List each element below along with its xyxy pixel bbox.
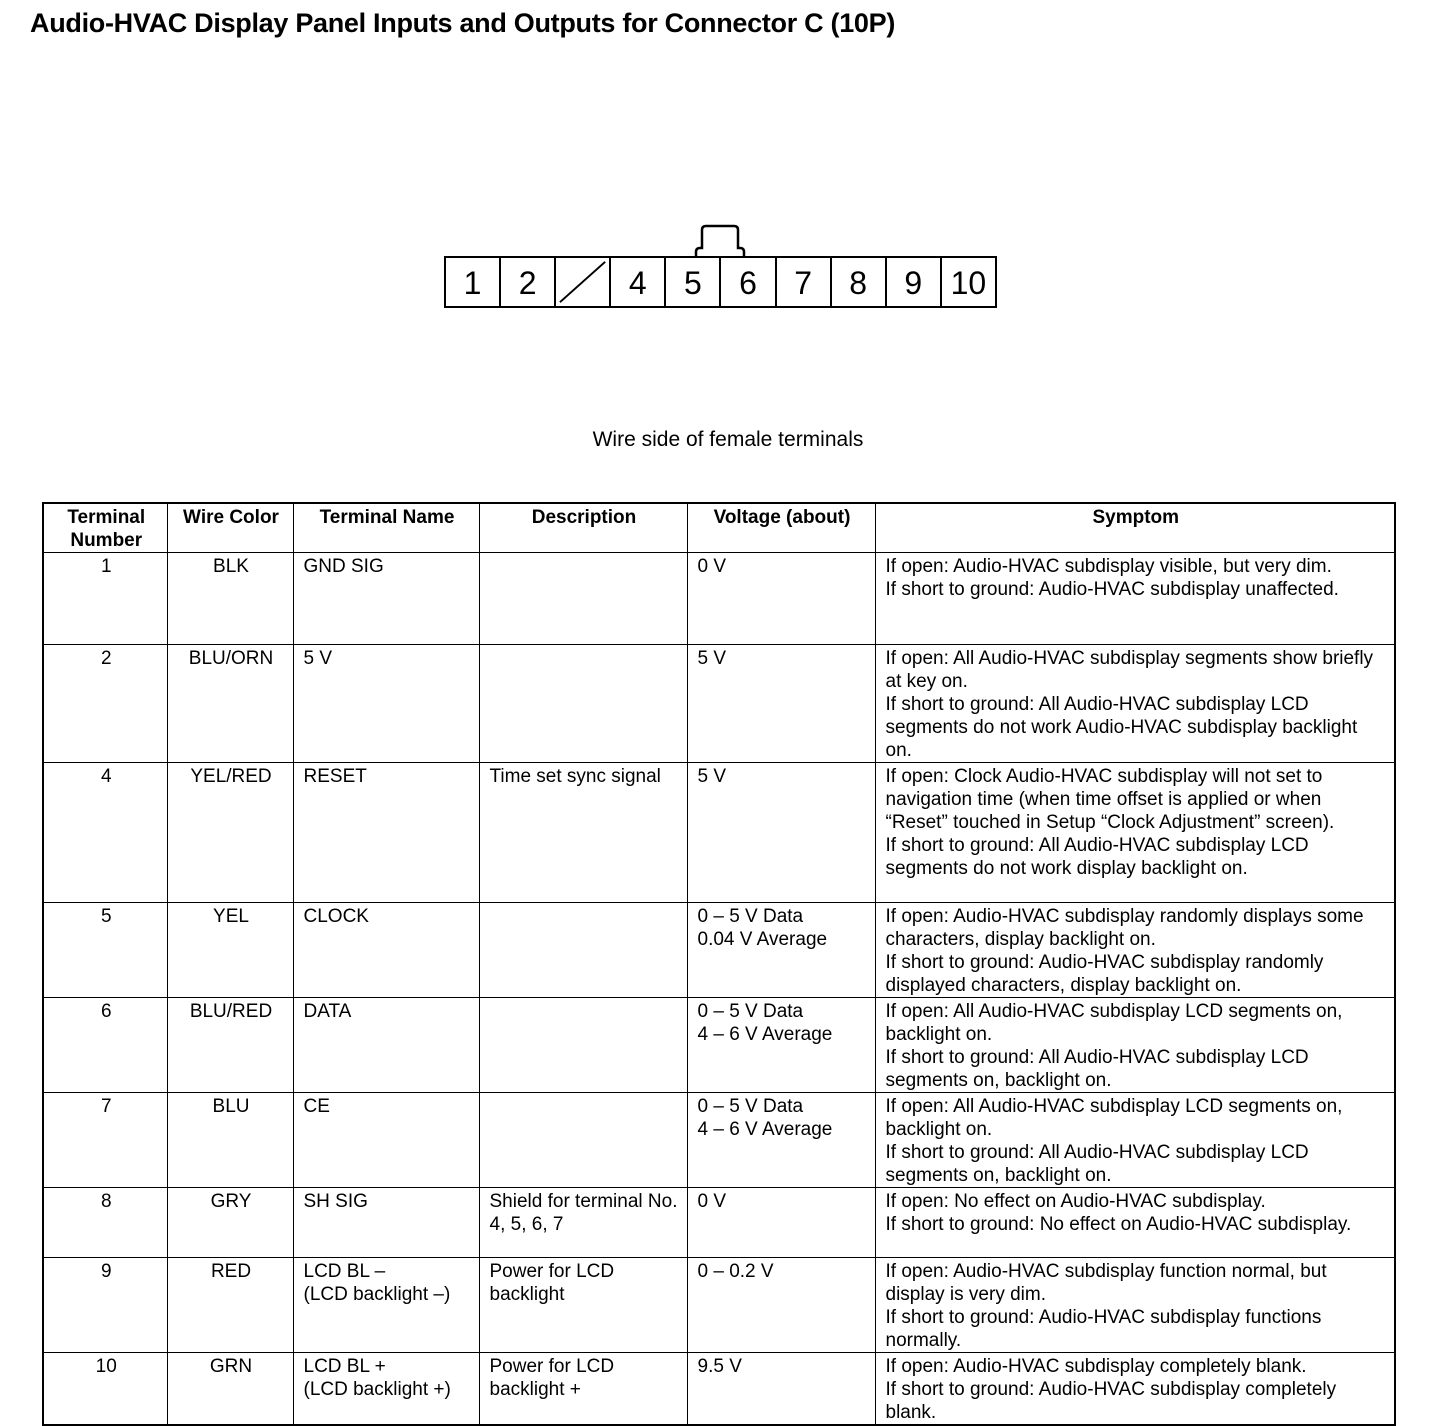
cell-voltage [687,1188,875,1258]
cell-wire-color: BLU/RED [167,998,293,1093]
cell-terminal-name [293,1353,479,1426]
page-title: Audio-HVAC Display Panel Inputs and Outputs for Connector C (10P) [30,8,896,38]
cell-description [479,1188,687,1258]
cell-terminal-number: 5 [43,903,167,998]
cell-symptom [875,998,1395,1093]
cell-wire-color: YEL [167,903,293,998]
cell-voltage-line: 5 V [697,648,727,669]
cell-symptom [875,763,1395,903]
cell-terminal-number: 4 [43,763,167,903]
cell-terminal-name [293,763,479,903]
cell-terminal-number: 8 [43,1188,167,1258]
cell-symptom-line: If short to ground: Audio-HVAC subdisplay unaffected. [885,579,1339,600]
cell-terminal-name-line: RESET [303,766,367,787]
connector-diagram [444,256,997,308]
cell-voltage [687,1258,875,1353]
cell-terminal-number: 9 [43,1258,167,1353]
connector-pin: 10 [940,258,995,306]
cell-symptom-line: If open: Clock Audio-HVAC subdisplay will not set to navigation time (when time offset is applied or when “Reset” touched in Setup “Clock Adjustment” screen). [885,766,1335,833]
connector-pin: 6 [719,258,774,306]
cell-description [479,903,687,998]
cell-symptom [875,1258,1395,1353]
cell-terminal-name-line: CE [303,1096,330,1117]
cell-description-line: Power for LCD backlight [489,1261,615,1305]
cell-symptom-line: If short to ground: Audio-HVAC subdisplay randomly displayed characters, display backlight on. [885,952,1324,996]
connector-pin-unused [554,258,609,306]
cell-terminal-name-line: LCD BL + [303,1356,386,1377]
header-voltage: Voltage (about) [687,503,875,553]
cell-voltage [687,553,875,645]
table-row [43,998,1395,1093]
table-row [43,1353,1395,1426]
cell-terminal-name-line: CLOCK [303,906,369,927]
connector-pin: 1 [463,265,482,301]
cell-description [479,1258,687,1353]
cell-terminal-name-line: DATA [303,1001,352,1022]
cell-terminal-name-line: (LCD backlight –) [303,1284,451,1305]
cell-symptom-line: If open: All Audio-HVAC subdisplay LCD segments on, backlight on. [885,1001,1343,1045]
cell-terminal-name [293,903,479,998]
cell-symptom-line: If short to ground: No effect on Audio-HVAC subdisplay. [885,1214,1352,1235]
cell-symptom-line: If open: Audio-HVAC subdisplay randomly displays some characters, display backlight on. [885,906,1364,950]
connector-pin: 7 [775,258,830,306]
connector-pin: 9 [885,258,940,306]
cell-wire-color: GRN [167,1353,293,1426]
cell-symptom [875,1093,1395,1188]
table-row [43,553,1395,645]
cell-voltage [687,645,875,763]
connector-latch [694,224,746,258]
header-terminal-name: Terminal Name [293,503,479,553]
table-row [43,1188,1395,1258]
cell-wire-color: BLU [167,1093,293,1188]
cell-voltage-line: 0.04 V Average [697,929,828,950]
cell-symptom-line: If short to ground: Audio-HVAC subdisplay completely blank. [885,1379,1337,1423]
cell-voltage-line: 0 – 0.2 V [697,1261,774,1282]
cell-terminal-name-line: 5 V [303,648,333,669]
cell-voltage-line: 9.5 V [697,1356,742,1377]
table-row [43,903,1395,998]
cell-symptom-line: If open: Audio-HVAC subdisplay completely blank. [885,1356,1307,1377]
cell-symptom-line: If short to ground: All Audio-HVAC subdisplay LCD segments do not work display backlight on. [885,835,1309,879]
cell-wire-color: RED [167,1258,293,1353]
cell-symptom-line: If open: No effect on Audio-HVAC subdisplay. [885,1191,1266,1212]
cell-description [479,553,687,645]
cell-wire-color: GRY [167,1188,293,1258]
cell-voltage-line: 0 – 5 V Data [697,906,804,927]
cell-voltage [687,763,875,903]
cell-voltage-line: 0 – 5 V Data [697,1001,804,1022]
cell-voltage [687,1353,875,1426]
cell-symptom [875,1188,1395,1258]
cell-terminal-name-line: LCD BL – [303,1261,386,1282]
cell-symptom-line: If short to ground: Audio-HVAC subdisplay functions normally. [885,1307,1322,1351]
cell-description [479,1353,687,1426]
cell-voltage-line: 0 V [697,1191,727,1212]
cell-voltage [687,998,875,1093]
cell-voltage [687,1093,875,1188]
cell-wire-color: BLK [167,553,293,645]
table-row [43,1258,1395,1353]
cell-description [479,645,687,763]
cell-description [479,998,687,1093]
cell-terminal-name-line: (LCD backlight +) [303,1379,451,1400]
cell-voltage-line: 0 – 5 V Data [697,1096,804,1117]
cell-voltage-line: 4 – 6 V Average [697,1024,833,1045]
header-description: Description [479,503,687,553]
cell-terminal-name [293,998,479,1093]
header-wire-color: Wire Color [167,503,293,553]
cell-description-line: Time set sync signal [489,766,661,787]
cell-symptom [875,553,1395,645]
cell-terminal-name [293,645,479,763]
cell-terminal-number: 1 [43,553,167,645]
cell-description [479,763,687,903]
io-table [42,502,1396,1426]
connector-caption: Wire side of female terminals [592,428,864,451]
connector-pin: 5 [664,258,719,306]
connector-pin: 8 [830,258,885,306]
connector-pin: 4 [609,258,664,306]
cell-symptom-line: If open: All Audio-HVAC subdisplay LCD segments on, backlight on. [885,1096,1343,1140]
cell-description [479,1093,687,1188]
connector-pin: 2 [499,258,554,306]
cell-symptom-line: If short to ground: All Audio-HVAC subdisplay LCD segments on, backlight on. [885,1142,1309,1186]
table-row [43,645,1395,763]
table-row [43,1093,1395,1188]
cell-wire-color: BLU/ORN [167,645,293,763]
table-row [43,763,1395,903]
table-header-row [43,503,1395,553]
cell-voltage-line: 0 V [697,556,727,577]
cell-terminal-number: 10 [43,1353,167,1426]
cell-symptom-line: If open: Audio-HVAC subdisplay visible, but very dim. [885,556,1332,577]
cell-symptom-line: If open: Audio-HVAC subdisplay function normal, but display is very dim. [885,1261,1327,1305]
header-terminal-number: Terminal Number [43,503,167,553]
cell-symptom-line: If open: All Audio-HVAC subdisplay segments show briefly at key on. [885,648,1374,692]
cell-description-line: Shield for terminal No. 4, 5, 6, 7 [489,1191,678,1235]
cell-terminal-number: 6 [43,998,167,1093]
cell-terminal-name-line: GND SIG [303,556,384,577]
cell-symptom-line: If short to ground: All Audio-HVAC subdisplay LCD segments on, backlight on. [885,1047,1309,1091]
cell-terminal-name [293,1188,479,1258]
header-symptom: Symptom [875,503,1395,553]
cell-symptom [875,1353,1395,1426]
cell-wire-color: YEL/RED [167,763,293,903]
cell-terminal-name [293,1093,479,1188]
cell-terminal-name [293,553,479,645]
cell-terminal-name [293,1258,479,1353]
cell-terminal-name-line: SH SIG [303,1191,368,1212]
cell-voltage-line: 4 – 6 V Average [697,1119,833,1140]
cell-description-line: Power for LCD backlight + [489,1356,615,1400]
cell-symptom [875,645,1395,763]
cell-symptom-line: If short to ground: All Audio-HVAC subdisplay LCD segments do not work Audio-HVAC subdisplay backlight on. [885,694,1358,761]
cell-terminal-number: 7 [43,1093,167,1188]
cell-terminal-number: 2 [43,645,167,763]
cell-voltage [687,903,875,998]
cell-symptom [875,903,1395,998]
cell-voltage-line: 5 V [697,766,727,787]
